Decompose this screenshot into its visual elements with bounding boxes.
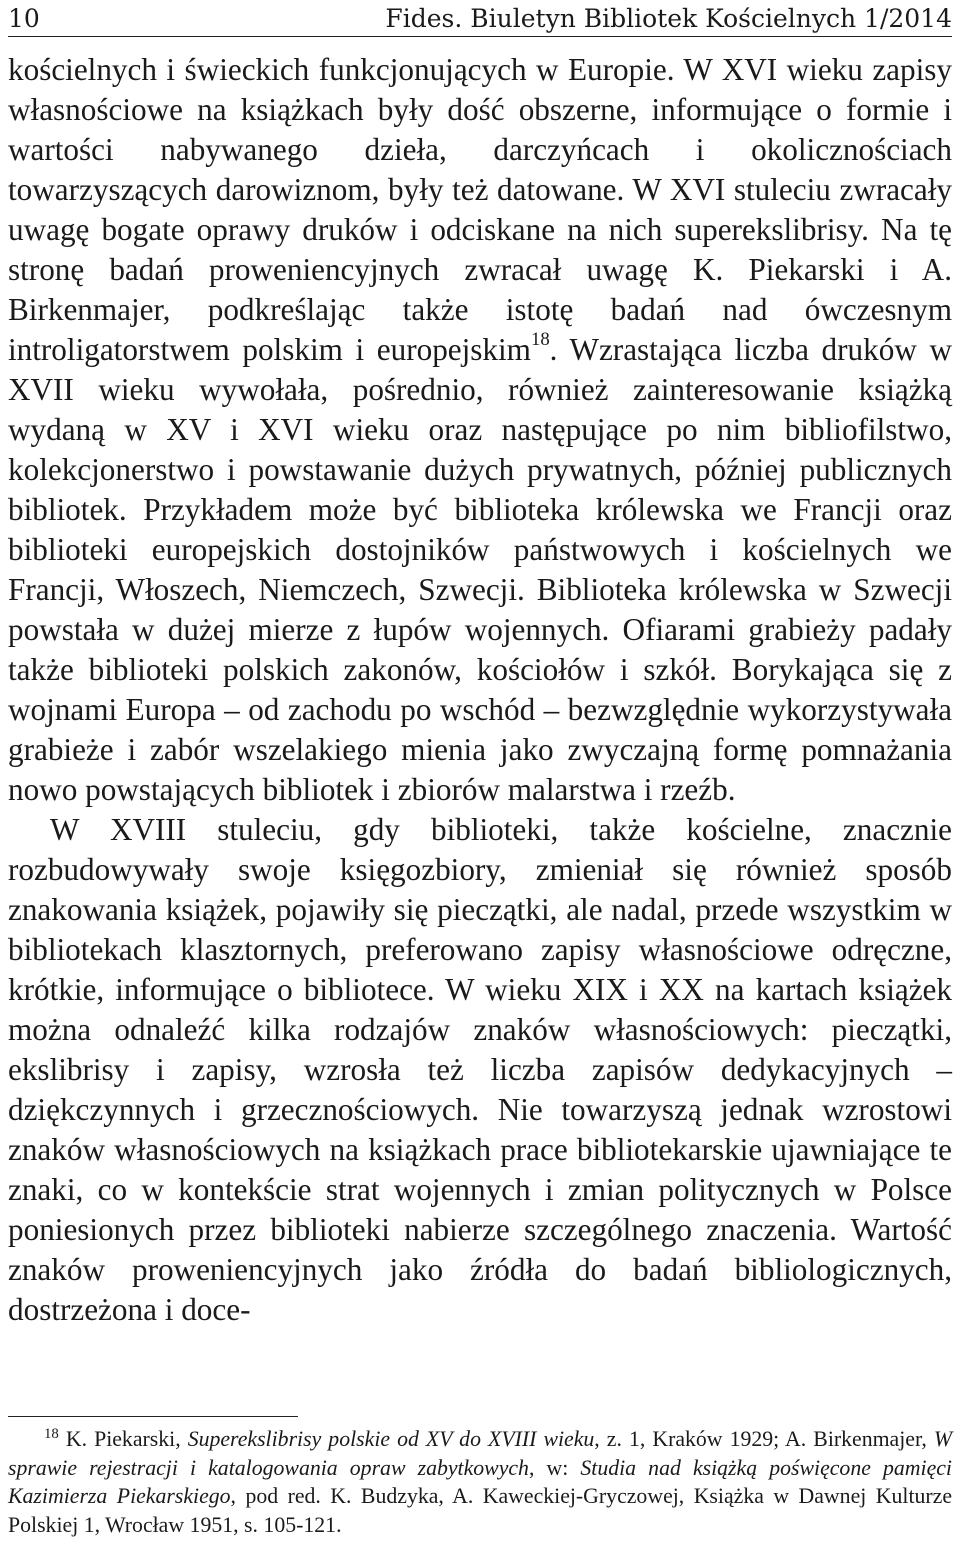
footnote-reference-18: 18 <box>530 329 550 351</box>
paragraph-1-continuation: . Wzrastająca liczba druków w XVII wieku wywołała, pośrednio, również zainteresowanie książką wydaną w XV i XVI wieku oraz następujące po nim bibliofilstwo, kolekcjonerstwo i powstawanie dużych prywatnych, później publicznych bibliotek. Przykładem może być biblioteka królewska we Francji oraz biblioteki europejskich dostojników państwowych i kościelnych we Francji, Włoszech, Niemczech, Szwecji. Biblioteka królewska w Szwecji powstała w dużej mierze z łupów wojennych. Ofiarami grabieży padały także biblioteki polskich zakonów, kościołów i szkół. Borykająca się z wojnami Europa – od zachodu po wschód – bezwzględnie wykorzystywała grabieże i zabór wszelakiego mienia jako zwyczajną formę pomnażania nowo powstających bibliotek i zbiorów malarstwa i rzeźb. <box>8 332 952 807</box>
footnote-text <box>8 1425 952 1539</box>
footnote-separator <box>8 1416 298 1417</box>
footnote-title-2: W sprawie rejestracji i katalogowania opraw zabytkowych <box>8 1427 953 1480</box>
footnote-title-3: Studia nad książką poświęcone pamięci Kazimierza Piekarskiego <box>8 1455 952 1509</box>
page-header <box>8 2 952 37</box>
running-head: Fides. Biuletyn Bibliotek Kościelnych 1/2014 <box>385 4 952 33</box>
body-text <box>8 50 952 1330</box>
footnote-author-1: K. Piekarski, <box>58 1427 188 1451</box>
footnote-title-1: Superekslibrisy polskie od XV do XVIII wieku <box>187 1427 595 1451</box>
paragraph-2: W XVIII stuleciu, gdy biblioteki, także kościelne, znacznie rozbudowywały swoje księgozbiory, zmieniał się również sposób znakowania książek, pojawiły się pieczątki, ale nadal, przede wszystkim w bibliotekach klasztornych, preferowano zapisy własnościowe odręczne, krótkie, informujące o bibliotece. W wieku XIX i XX na kartach książek można odnaleźć kilka rodzajów znaków własnościowych: pieczątki, ekslibrisy i zapisy, wzrosła też liczba zapisów dedykacyjnych – dziękczynnych i grzecznościowych. Nie towarzyszą jednak wzrostowi znaków własnościowych na książkach prace bibliotekarskie ujawniające te znaki, co w kontekście strat wojennych i zmian politycznych w Polsce poniesionych przez biblioteki nabierze szczególnego znaczenia. Wartość znaków proweniencyjnych jako źródła do badań bibliologicznych, dostrzeżona i doce- <box>8 812 952 1327</box>
footnote-details-1: , z. 1, Kraków 1929; A. Birkenmajer, <box>594 1427 934 1451</box>
paragraph-1 <box>8 50 952 810</box>
page-number: 10 <box>8 4 40 33</box>
footnote-number: 18 <box>44 1425 59 1442</box>
paragraph-1-text: kościelnych i świeckich funkcjonujących w Europie. W XVI wieku zapisy własnościowe na książkach były dość obszerne, informujące o formie i wartości nabywanego dzieła, darczyńcach i okolicznościach towarzyszących darowiznom, były też datowane. W XVI stuleciu zwracały uwagę bogate oprawy druków i odciskane na nich superekslibrisy. Na tę stronę badań proweniencyjnych zwracał uwagę K. Piekarski i A. Birkenmajer, podkreślając także istotę badań nad ówczesnym introligatorstwem polskim i europejskim <box>8 52 952 367</box>
footnote-18 <box>8 1425 952 1539</box>
footnote-details-2: , pod red. K. Budzyka, A. Kaweckiej-Gryczowej, Książka w Dawnej Kulturze Polskiej 1, Wrocław 1951, s. 105-121. <box>8 1484 953 1537</box>
footnote-in-label: , w: <box>528 1455 581 1480</box>
